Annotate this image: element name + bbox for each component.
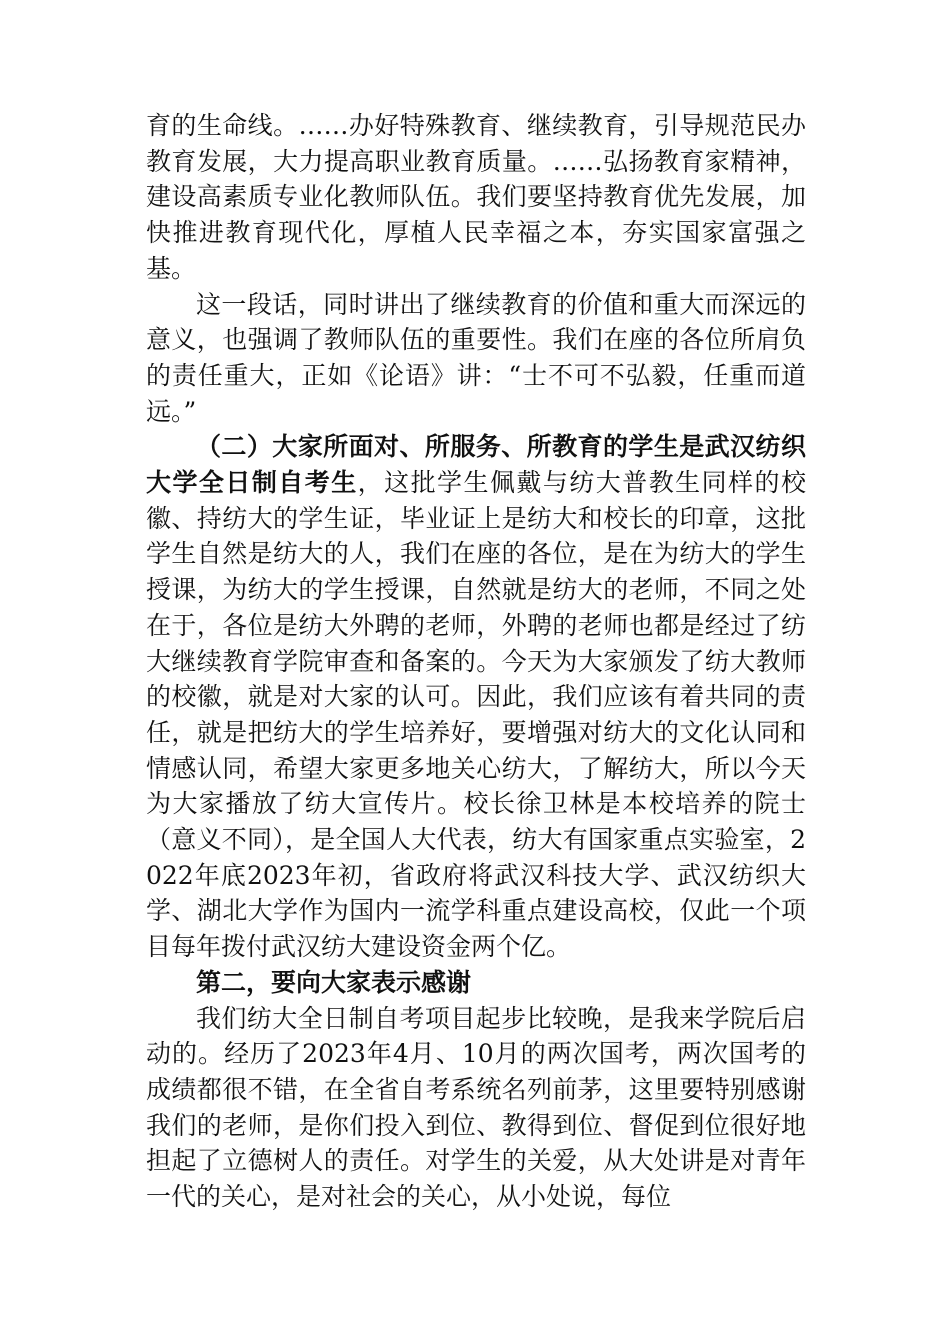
paragraph-continuation: 育的生命线。……办好特殊教育、继续教育，引导规范民办教育发展，大力提高职业教育质量。……弘扬教育家精神，建设高素质专业化教师队伍。我们要坚持教育优先发展，加快推进教育现代化，厚植人民幸福之本，夯实国家富强之基。 [146,111,806,283]
heading-thanks: 第二，要向大家表示感谢 [196,967,472,997]
section-lead-bold: （二）大家所面对、所服务、所教育的学生是武汉纺织大学全日制自考生 [146,432,806,498]
section-body-text: ，这批学生佩戴与纺大普教生同样的校徽、持纺大的学生证，毕业证上是纺大和校长的印章，这批学生自然是纺大的人，我们在座的各位，是在为纺大的学生授课，为纺大的学生授课，自然就是纺大的老师，不同之处在于，各位是纺大外聘的老师，外聘的老师也都是经过了纺大继续教育学院审查和备案的。今天为大家颁发了纺大教师的校徽，就是对大家的认可。因此，我们应该有着共同的责任，就是把纺大的学生培养好，要增强对纺大的文化认同和情感认同，希望大家更多地关心纺大，了解纺大，所以今天为大家播放了纺大宣传片。校长徐卫林是本校培养的院士（意义不同），是全国人大代表，纺大有国家重点实验室，2022年底2023年初，省政府将武汉科技大学、武汉纺织大学、湖北大学作为国内一流学科重点建设高校，仅此一个项目每年拨付武汉纺大建设资金两个亿。 [146,468,806,962]
paragraph-section-two [146,429,806,965]
paragraph-commentary: 这一段话，同时讲出了继续教育的价值和重大而深远的意义，也强调了教师队伍的重要性。我们在座的各位所肩负的责任重大，正如《论语》讲：“士不可不弘毅，任重而道远。” [146,289,806,426]
paragraph-thanks: 我们纺大全日制自考项目起步比较晚，是我来学院后启动的。经历了2023年4月、10月的两次国考，两次国考的成绩都很不错，在全省自考系统名列前茅，这里要特别感谢我们的老师，是你们投入到位、教得到位、督促到位很好地担起了立德树人的责任。对学生的关爱，从大处讲是对青年一代的关心，是对社会的关心，从小处说，每位 [146,1003,806,1212]
document-page [146,108,806,1215]
